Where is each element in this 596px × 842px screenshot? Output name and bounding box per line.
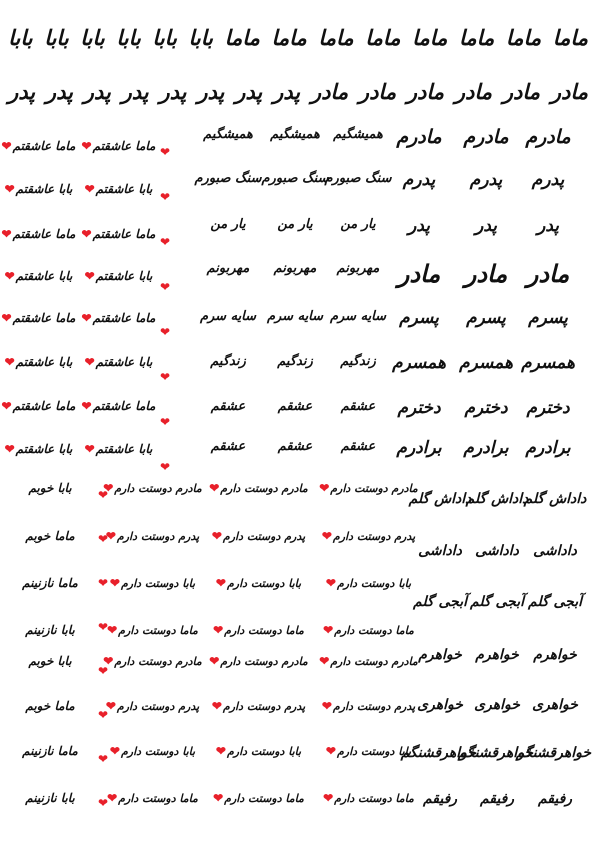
grid-word: زندگیم bbox=[210, 354, 246, 369]
heart-icon: ❤ bbox=[98, 752, 109, 766]
heart-icon: ❤ bbox=[98, 488, 109, 502]
grid-word: سنگ صبورم bbox=[194, 171, 262, 186]
heart-icon: ❤ bbox=[4, 269, 15, 283]
word-label: پدر bbox=[45, 78, 73, 104]
love-sentence bbox=[0, 624, 102, 636]
grid-word: مهربونم bbox=[273, 261, 317, 276]
heart-icon: ❤ bbox=[211, 529, 222, 543]
love-sentence-text: مادرم دوستت دارم bbox=[330, 655, 418, 668]
love-sentence-text: بابا دوستت دارم bbox=[336, 577, 412, 590]
love-sentence bbox=[206, 624, 310, 636]
love-phrase-text: ماما عاشقتم bbox=[92, 399, 156, 413]
heart-icon: ❤ bbox=[109, 744, 120, 758]
sibling-word: داداشی bbox=[475, 543, 519, 559]
love-phrase-text: ماما عاشقتم bbox=[92, 311, 156, 325]
heart-icon: ❤ bbox=[321, 529, 332, 543]
love-sentence bbox=[100, 482, 204, 494]
grid-word: مادر bbox=[464, 259, 508, 288]
word-label: پدر bbox=[8, 78, 36, 104]
love-sentence-text: ماما خوبم bbox=[25, 529, 75, 543]
love-phrase-text: ماما عاشقتم bbox=[12, 139, 76, 153]
sibling-word: آبجی گلم bbox=[413, 594, 467, 610]
heart-icon: ❤ bbox=[98, 620, 109, 634]
love-sentence bbox=[316, 530, 420, 542]
sibling-word: خواهرم bbox=[418, 647, 462, 663]
grid-word: پدرم bbox=[531, 170, 565, 190]
word-label: ماما bbox=[224, 24, 260, 50]
sibling-word: رفیقم bbox=[479, 791, 515, 807]
love-phrase bbox=[76, 312, 160, 324]
heart-icon: ❤ bbox=[105, 699, 116, 713]
heart-icon: ❤ bbox=[103, 654, 114, 668]
heart-icon: ❤ bbox=[4, 182, 15, 196]
heart-icon: ❤ bbox=[215, 744, 226, 758]
love-sentence bbox=[0, 655, 102, 667]
grid-word: یار من bbox=[210, 217, 246, 232]
grid-word: عشقم bbox=[277, 439, 313, 454]
love-sentence-text: ماما دوستت دارم bbox=[334, 792, 414, 805]
heart-icon: ❤ bbox=[160, 415, 171, 429]
word-label: مادر bbox=[358, 78, 397, 104]
love-phrase-text: بابا عاشقتم bbox=[15, 182, 73, 196]
word-label: بابا bbox=[44, 24, 69, 50]
love-sentence-text: بابا دوستت دارم bbox=[120, 577, 196, 590]
heart-icon: ❤ bbox=[1, 311, 12, 325]
love-sentence-text: پدرم دوستت دارم bbox=[222, 700, 306, 713]
love-sentence-text: بابا خوبم bbox=[28, 481, 72, 495]
love-phrase bbox=[76, 228, 160, 240]
word-label: پدر bbox=[121, 78, 149, 104]
heart-icon: ❤ bbox=[160, 280, 171, 294]
heart-icon: ❤ bbox=[160, 190, 171, 204]
word-label: ماما bbox=[271, 24, 307, 50]
word-label: بابا bbox=[152, 24, 177, 50]
sibling-word: آبجی گلم bbox=[470, 594, 524, 610]
heart-icon: ❤ bbox=[319, 654, 330, 668]
heart-icon: ❤ bbox=[98, 796, 109, 810]
heart-icon: ❤ bbox=[84, 269, 95, 283]
grid-word: مادرم bbox=[396, 126, 442, 148]
word-label: مادر bbox=[550, 78, 588, 104]
heart-icon: ❤ bbox=[209, 481, 220, 495]
grid-word: برادرم bbox=[525, 438, 571, 458]
sibling-word: آبجی گلم bbox=[528, 594, 582, 610]
love-sentence-text: ماما دوستت دارم bbox=[224, 624, 304, 637]
love-sentence bbox=[0, 577, 102, 589]
grid-word: دخترم bbox=[397, 398, 441, 418]
heart-icon: ❤ bbox=[215, 576, 226, 590]
love-phrase bbox=[0, 140, 80, 152]
heart-icon: ❤ bbox=[98, 664, 109, 678]
love-sentence bbox=[0, 745, 102, 757]
love-phrase-text: ماما عاشقتم bbox=[12, 311, 76, 325]
word-label: بابا bbox=[116, 24, 141, 50]
grid-word: همسرم bbox=[521, 353, 575, 373]
love-sentence-text: پدرم دوستت دارم bbox=[332, 700, 416, 713]
word-label: ماما bbox=[458, 24, 495, 50]
love-sentence-text: مادرم دوستت دارم bbox=[330, 482, 418, 495]
love-phrase bbox=[0, 312, 80, 324]
love-phrase bbox=[0, 443, 80, 455]
sibling-word: داداش گلم bbox=[408, 491, 472, 507]
heart-icon: ❤ bbox=[103, 481, 114, 495]
sibling-word: داداشی bbox=[533, 543, 577, 559]
sibling-word: داداش گلم bbox=[465, 491, 529, 507]
love-sentence-text: ماما خوبم bbox=[25, 699, 75, 713]
grid-word: سنگ صبورم bbox=[324, 171, 392, 186]
love-phrase bbox=[0, 228, 80, 240]
heart-icon: ❤ bbox=[98, 532, 109, 546]
heart-icon: ❤ bbox=[323, 623, 334, 637]
grid-word: همیشگیم bbox=[270, 127, 320, 142]
sibling-word: خواهرقشنگم bbox=[515, 745, 591, 761]
word-label: پدر bbox=[235, 78, 263, 104]
love-sentence-text: بابا دوستت دارم bbox=[226, 745, 302, 758]
love-sentence bbox=[100, 530, 204, 542]
grid-word: مادر bbox=[526, 259, 570, 288]
grid-word: پدر bbox=[408, 216, 430, 236]
love-sentence bbox=[206, 482, 310, 494]
love-phrase-text: ماما عاشقتم bbox=[12, 399, 76, 413]
sibling-word: خواهری bbox=[474, 697, 520, 713]
love-sentence-text: مادرم دوستت دارم bbox=[114, 482, 202, 495]
sibling-word: خواهرقشنگم bbox=[400, 745, 476, 761]
heart-icon: ❤ bbox=[1, 227, 12, 241]
love-phrase bbox=[76, 270, 160, 282]
love-sentence-text: بابا دوستت دارم bbox=[336, 745, 412, 758]
grid-word: یار من bbox=[340, 217, 376, 232]
love-phrase-text: بابا عاشقتم bbox=[15, 355, 73, 369]
top-word-row bbox=[0, 22, 596, 52]
love-sentence bbox=[206, 655, 310, 667]
love-phrase bbox=[76, 140, 160, 152]
grid-word: پدر bbox=[537, 216, 559, 236]
heart-icon: ❤ bbox=[160, 460, 171, 474]
love-phrase bbox=[76, 400, 160, 412]
heart-icon: ❤ bbox=[213, 623, 224, 637]
heart-icon: ❤ bbox=[209, 654, 220, 668]
grid-word: پدرم bbox=[469, 170, 503, 190]
heart-icon: ❤ bbox=[81, 399, 92, 413]
love-sentence bbox=[316, 700, 420, 712]
heart-icon: ❤ bbox=[160, 370, 171, 384]
love-phrase-text: بابا عاشقتم bbox=[95, 442, 153, 456]
love-sentence-text: پدرم دوستت دارم bbox=[332, 530, 416, 543]
love-phrase-text: ماما عاشقتم bbox=[92, 227, 156, 241]
grid-word: پدرم bbox=[402, 170, 436, 190]
grid-word: همسرم bbox=[459, 353, 513, 373]
love-sentence-text: ماما دوستت دارم bbox=[118, 792, 198, 805]
love-sentence bbox=[206, 792, 310, 804]
grid-word: یار من bbox=[277, 217, 313, 232]
heart-icon: ❤ bbox=[160, 325, 171, 339]
grid-word: زندگیم bbox=[340, 354, 376, 369]
word-label: ماما bbox=[412, 24, 448, 50]
heart-icon: ❤ bbox=[84, 442, 95, 456]
love-sentence-text: بابا نازنینم bbox=[25, 623, 75, 637]
sibling-word: رفیقم bbox=[422, 791, 458, 807]
love-sentence bbox=[206, 577, 310, 589]
love-phrase-text: ماما عاشقتم bbox=[12, 227, 76, 241]
heart-icon: ❤ bbox=[107, 623, 118, 637]
love-sentence-text: بابا دوستت دارم bbox=[226, 577, 302, 590]
heart-icon: ❤ bbox=[81, 139, 92, 153]
grid-word: سایه سرم bbox=[329, 309, 387, 324]
love-phrase bbox=[0, 400, 80, 412]
heart-icon: ❤ bbox=[107, 791, 118, 805]
grid-word: زندگیم bbox=[277, 354, 313, 369]
sibling-word: خواهرقشنگم bbox=[457, 745, 533, 761]
grid-word: همسرم bbox=[392, 353, 446, 373]
grid-word: همیشگیم bbox=[203, 127, 253, 142]
love-sentence bbox=[316, 577, 420, 589]
grid-word: مهربونم bbox=[336, 261, 380, 276]
love-sentence bbox=[206, 700, 310, 712]
heart-icon: ❤ bbox=[213, 791, 224, 805]
love-sentence-text: بابا دوستت دارم bbox=[120, 745, 196, 758]
word-label: مادر bbox=[406, 78, 445, 104]
heart-icon: ❤ bbox=[81, 227, 92, 241]
word-label: پدر bbox=[273, 78, 301, 104]
word-label: بابا bbox=[188, 24, 213, 50]
word-label: مادر bbox=[310, 78, 349, 104]
grid-word: پسرم bbox=[399, 308, 439, 328]
grid-word: عشقم bbox=[340, 439, 376, 454]
heart-icon: ❤ bbox=[160, 235, 171, 249]
love-sentence bbox=[0, 482, 102, 494]
love-sentence-text: ماما نازنینم bbox=[22, 744, 78, 758]
love-sentence bbox=[206, 530, 310, 542]
second-word-row bbox=[0, 76, 596, 106]
grid-word: پدر bbox=[475, 216, 497, 236]
word-label: مادر bbox=[502, 78, 541, 104]
love-sentence bbox=[100, 745, 204, 757]
grid-word: عشقم bbox=[210, 399, 246, 414]
sibling-word: خواهرم bbox=[475, 647, 519, 663]
love-sentence bbox=[100, 700, 204, 712]
love-phrase bbox=[76, 356, 160, 368]
love-sentence bbox=[316, 655, 420, 667]
heart-icon: ❤ bbox=[325, 744, 336, 758]
love-sentence-text: پدرم دوستت دارم bbox=[116, 530, 200, 543]
grid-word: سایه سرم bbox=[199, 309, 257, 324]
love-sentence-text: بابا خوبم bbox=[28, 654, 72, 668]
love-sentence bbox=[100, 655, 204, 667]
heart-icon: ❤ bbox=[211, 699, 222, 713]
word-label: ماما bbox=[552, 24, 588, 50]
heart-icon: ❤ bbox=[98, 576, 109, 590]
word-label: بابا bbox=[8, 24, 33, 50]
grid-word: دخترم bbox=[526, 398, 570, 418]
sibling-word: رفیقم bbox=[537, 791, 573, 807]
love-sentence-text: بابا نازنینم bbox=[25, 791, 75, 805]
sibling-word: خواهری bbox=[532, 697, 578, 713]
heart-icon: ❤ bbox=[319, 481, 330, 495]
love-phrase-text: ماما عاشقتم bbox=[92, 139, 156, 153]
heart-icon: ❤ bbox=[321, 699, 332, 713]
grid-word: مادر bbox=[397, 259, 441, 288]
love-phrase-text: بابا عاشقتم bbox=[95, 182, 153, 196]
love-sentence bbox=[0, 792, 102, 804]
heart-icon: ❤ bbox=[1, 399, 12, 413]
love-sentence bbox=[0, 700, 102, 712]
love-sentence-text: پدرم دوستت دارم bbox=[222, 530, 306, 543]
love-sentence-text: ماما نازنینم bbox=[22, 576, 78, 590]
love-phrase bbox=[76, 183, 160, 195]
sibling-word: داداش گلم bbox=[523, 491, 587, 507]
grid-word: عشقم bbox=[340, 399, 376, 414]
heart-icon: ❤ bbox=[1, 139, 12, 153]
heart-icon: ❤ bbox=[84, 182, 95, 196]
sibling-word: خواهری bbox=[417, 697, 463, 713]
grid-word: پسرم bbox=[466, 308, 506, 328]
grid-word: عشقم bbox=[277, 399, 313, 414]
love-sentence bbox=[100, 792, 204, 804]
grid-word: دخترم bbox=[464, 398, 508, 418]
grid-word: همیشگیم bbox=[333, 127, 383, 142]
heart-icon: ❤ bbox=[84, 355, 95, 369]
love-phrase bbox=[0, 183, 80, 195]
love-sentence-text: پدرم دوستت دارم bbox=[116, 700, 200, 713]
sibling-word: خواهرم bbox=[533, 647, 577, 663]
love-sentence bbox=[100, 624, 204, 636]
love-sentence bbox=[316, 624, 420, 636]
grid-word: پسرم bbox=[528, 308, 568, 328]
love-phrase-text: بابا عاشقتم bbox=[15, 269, 73, 283]
heart-icon: ❤ bbox=[323, 791, 334, 805]
grid-word: مهربونم bbox=[206, 261, 250, 276]
love-sentence-text: ماما دوستت دارم bbox=[118, 624, 198, 637]
love-phrase bbox=[76, 443, 160, 455]
grid-word: سنگ صبورم bbox=[261, 171, 329, 186]
word-label: پدر bbox=[83, 78, 111, 104]
love-phrase bbox=[0, 270, 80, 282]
heart-icon: ❤ bbox=[160, 145, 171, 159]
heart-icon: ❤ bbox=[105, 529, 116, 543]
love-sentence bbox=[316, 745, 420, 757]
grid-word: مادرم bbox=[463, 126, 509, 148]
love-sentence bbox=[100, 577, 204, 589]
heart-icon: ❤ bbox=[4, 442, 15, 456]
love-sentence-text: ماما دوستت دارم bbox=[224, 792, 304, 805]
word-label: پدر bbox=[197, 78, 225, 104]
love-phrase bbox=[0, 356, 80, 368]
love-sentence bbox=[0, 530, 102, 542]
grid-word: سایه سرم bbox=[266, 309, 324, 324]
love-phrase-text: بابا عاشقتم bbox=[15, 442, 73, 456]
love-sentence bbox=[206, 745, 310, 757]
love-sentence-text: مادرم دوستت دارم bbox=[114, 655, 202, 668]
love-sentence-text: مادرم دوستت دارم bbox=[220, 655, 308, 668]
word-label: مادر bbox=[454, 78, 493, 104]
love-sentence bbox=[316, 482, 420, 494]
sibling-word: داداشی bbox=[418, 543, 462, 559]
love-phrase-text: بابا عاشقتم bbox=[95, 269, 153, 283]
grid-word: برادرم bbox=[396, 438, 442, 458]
love-phrase-text: بابا عاشقتم bbox=[95, 355, 153, 369]
love-sentence-text: ماما دوستت دارم bbox=[334, 624, 414, 637]
heart-icon: ❤ bbox=[325, 576, 336, 590]
heart-icon: ❤ bbox=[109, 576, 120, 590]
word-label: بابا bbox=[80, 24, 105, 50]
grid-word: مادرم bbox=[525, 126, 571, 148]
word-label: ماما bbox=[505, 24, 542, 50]
grid-word: برادرم bbox=[463, 438, 509, 458]
grid-word: عشقم bbox=[210, 439, 246, 454]
love-sentence bbox=[316, 792, 420, 804]
love-sentence-text: مادرم دوستت دارم bbox=[220, 482, 308, 495]
word-label: ماما bbox=[365, 24, 401, 50]
word-label: ماما bbox=[318, 24, 354, 50]
heart-icon: ❤ bbox=[81, 311, 92, 325]
word-label: پدر bbox=[159, 78, 187, 104]
heart-icon: ❤ bbox=[4, 355, 15, 369]
heart-icon: ❤ bbox=[98, 708, 109, 722]
